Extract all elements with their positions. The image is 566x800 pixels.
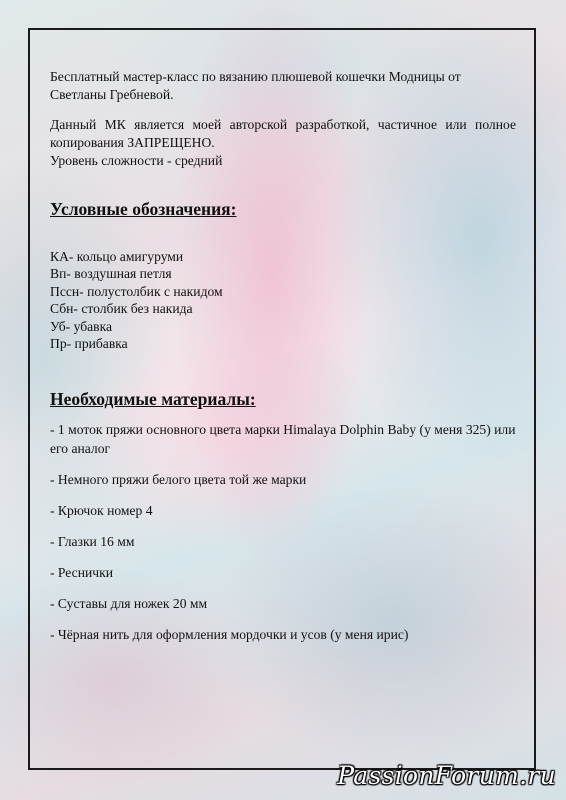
symbol-item: Вп- воздушная петля bbox=[50, 266, 172, 282]
material-item: - Реснички bbox=[50, 565, 113, 581]
material-item: - Суставы для ножек 20 мм bbox=[50, 596, 208, 612]
symbol-item: Уб- убавка bbox=[50, 318, 113, 334]
intro-text: Бесплатный мастер-класс по вязанию плюшевой кошечки Модницы от Светланы Гребневой. bbox=[50, 69, 461, 102]
difficulty-level: Уровень сложности - средний bbox=[50, 153, 223, 168]
site-watermark: PassionForum.ru bbox=[337, 761, 556, 790]
symbols-heading: Условные обозначения: bbox=[50, 199, 237, 219]
document-body bbox=[50, 68, 516, 656]
materials-list bbox=[50, 420, 516, 644]
copyright-notice: Данный МК является моей авторской разработкой, частичное или полное копирования ЗАПРЕЩЕНО. bbox=[50, 117, 516, 150]
symbol-item: Пр- прибавка bbox=[50, 336, 128, 352]
material-item: - Чёрная нить для оформления мордочки и усов (у меня ирис) bbox=[50, 627, 409, 643]
material-item: - Немного пряжи белого цвета той же марки bbox=[50, 472, 307, 488]
symbol-item: Пссн- полустолбик с накидом bbox=[50, 283, 223, 299]
symbol-item: КА- кольцо амигуруми bbox=[50, 249, 184, 264]
materials-heading: Необходимые материалы: bbox=[50, 389, 256, 410]
symbols-list bbox=[50, 248, 516, 352]
symbol-item: Сбн- столбик без накида bbox=[50, 301, 193, 317]
material-item: - Глазки 16 мм bbox=[50, 534, 135, 550]
material-item: - 1 моток пряжи основного цвета марки Himalaya Dolphin Baby (у меня 325) или его аналог bbox=[50, 422, 516, 457]
material-item: - Крючок номер 4 bbox=[50, 503, 153, 519]
